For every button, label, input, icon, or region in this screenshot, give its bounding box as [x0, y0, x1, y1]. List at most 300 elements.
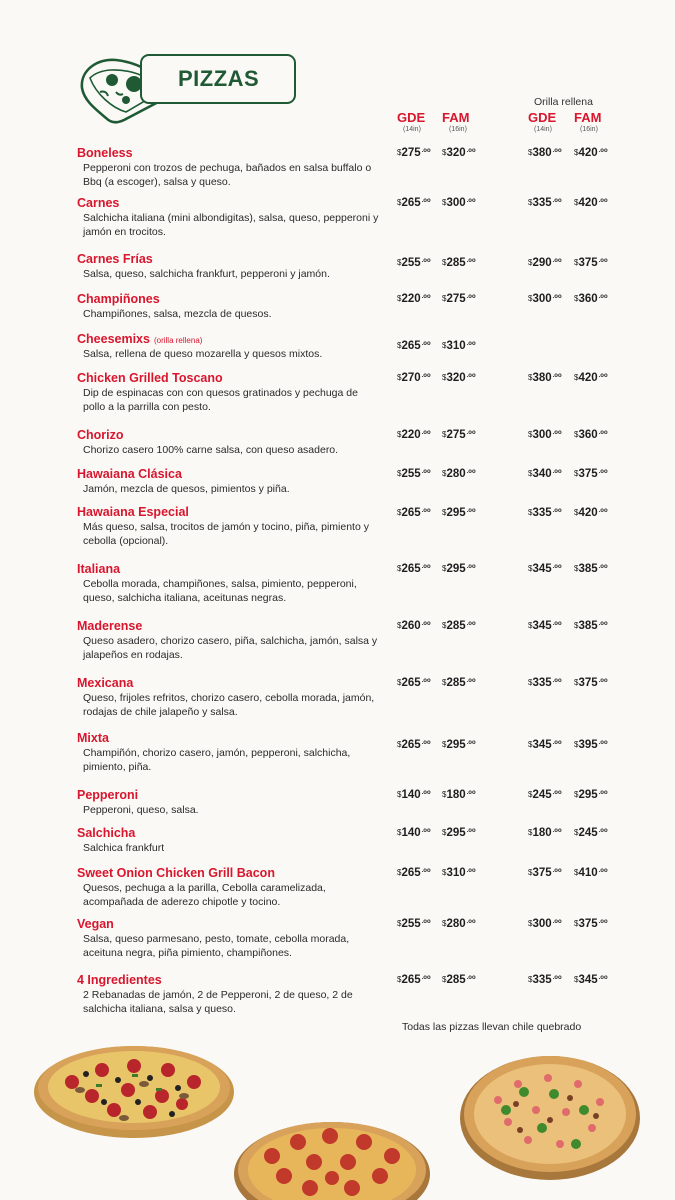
menu-item-name-text: 4 Ingredientes	[77, 973, 162, 987]
menu-item-price	[442, 827, 476, 839]
menu-item-name	[77, 619, 142, 633]
price-cents: .oo	[466, 868, 476, 874]
currency-symbol: $	[528, 678, 533, 687]
menu-item-name	[77, 196, 119, 210]
menu-item-name-text: Hawaiana Clásica	[77, 467, 182, 481]
menu-item-description: Champiñón, chorizo casero, jamón, pepperoni, salchicha, pimiento, piña.	[83, 747, 351, 773]
currency-symbol: $	[397, 828, 402, 837]
pizza-image-mexicana	[458, 1052, 642, 1182]
price-value: 265	[401, 340, 421, 352]
menu-item-name	[77, 428, 124, 442]
menu-item-description: Más queso, salsa, trocitos de jamón y tocino, piña, pimiento y cebolla (opcional).	[83, 521, 369, 547]
menu-item-price	[574, 293, 608, 305]
menu-item-name-text: Boneless	[77, 146, 133, 160]
currency-symbol: $	[574, 469, 579, 478]
price-value: 300	[532, 293, 552, 305]
price-value: 280	[446, 918, 466, 930]
menu-item-description: Salsa, rellena de queso mozarella y quesos mixtos.	[83, 348, 323, 360]
price-value: 420	[578, 197, 598, 209]
price-value: 340	[532, 468, 552, 480]
price-value: 265	[401, 867, 421, 879]
menu-item-price	[397, 340, 431, 352]
menu-item-description: Queso, frijoles refritos, chorizo casero, cebolla morada, jamón, rodajas de chile jalapeño y salsa.	[83, 692, 375, 718]
menu-item-price	[574, 677, 608, 689]
price-cents: .oo	[421, 148, 431, 154]
price-value: 255	[401, 468, 421, 480]
price-value: 220	[401, 429, 421, 441]
price-cents: .oo	[598, 678, 608, 684]
price-value: 285	[446, 620, 466, 632]
price-value: 275	[446, 429, 466, 441]
price-value: 320	[446, 147, 466, 159]
currency-symbol: $	[397, 564, 402, 573]
menu-item-price	[574, 620, 608, 632]
price-cents: .oo	[421, 258, 431, 264]
currency-symbol: $	[574, 868, 579, 877]
footnote: Todas las pizzas llevan chile quebrado	[402, 1021, 582, 1033]
col-fam-orilla-header: FAM	[574, 110, 602, 125]
menu-item-price	[442, 468, 476, 480]
price-cents: .oo	[552, 621, 562, 627]
currency-symbol: $	[574, 198, 579, 207]
col-fam-orilla-size: (16in)	[580, 126, 598, 133]
menu-item-price	[528, 197, 562, 209]
price-value: 310	[446, 340, 466, 352]
price-value: 285	[446, 974, 466, 986]
menu-item-price	[528, 293, 562, 305]
price-cents: .oo	[552, 740, 562, 746]
menu-item-description: Champiñones, salsa, mezcla de quesos.	[83, 308, 272, 320]
menu-item-name	[77, 562, 120, 576]
menu-item-name-text: Pepperoni	[77, 788, 139, 802]
price-cents: .oo	[552, 868, 562, 874]
currency-symbol: $	[442, 430, 447, 439]
price-value: 220	[401, 293, 421, 305]
menu-item-description: Jamón, mezcla de quesos, pimientos y piña.	[83, 483, 290, 495]
currency-symbol: $	[442, 198, 447, 207]
currency-symbol: $	[397, 373, 402, 382]
price-cents: .oo	[552, 564, 562, 570]
price-cents: .oo	[552, 294, 562, 300]
menu-item-price	[442, 257, 476, 269]
price-value: 360	[578, 429, 598, 441]
menu-item-price	[574, 372, 608, 384]
menu-item-price	[528, 257, 562, 269]
menu-item-name-text: Cheesemixs	[77, 332, 150, 346]
menu-item-description: Chorizo casero 100% carne salsa, con queso asadero.	[83, 444, 339, 456]
price-cents: .oo	[552, 148, 562, 154]
currency-symbol: $	[528, 975, 533, 984]
price-value: 260	[401, 620, 421, 632]
menu-item-name	[77, 917, 114, 931]
menu-item-price	[397, 429, 431, 441]
price-cents: .oo	[552, 469, 562, 475]
price-cents: .oo	[552, 198, 562, 204]
price-value: 335	[532, 677, 552, 689]
menu-item-description: Queso asadero, chorizo casero, piña, salchicha, jamón, salsa y jalapeños en rodajas.	[83, 635, 378, 661]
currency-symbol: $	[397, 341, 402, 350]
menu-item-name	[77, 676, 133, 690]
currency-symbol: $	[397, 868, 402, 877]
price-cents: .oo	[598, 919, 608, 925]
menu-item-name-text: Champiñones	[77, 292, 160, 306]
menu-item-price	[442, 293, 476, 305]
price-value: 270	[401, 372, 421, 384]
price-value: 285	[446, 257, 466, 269]
price-cents: .oo	[598, 258, 608, 264]
currency-symbol: $	[442, 258, 447, 267]
col-gde-size: (14in)	[403, 126, 421, 133]
menu-item-price	[442, 372, 476, 384]
col-gde-orilla-size: (14in)	[534, 126, 552, 133]
menu-item-name	[77, 973, 162, 987]
currency-symbol: $	[442, 469, 447, 478]
menu-item-price	[528, 974, 562, 986]
price-cents: .oo	[466, 790, 476, 796]
pizza-image-supreme	[32, 1040, 236, 1140]
menu-item-name-text: Salchicha	[77, 826, 136, 840]
price-cents: .oo	[421, 564, 431, 570]
menu-item-name-text: Sweet Onion Chicken Grill Bacon	[77, 866, 275, 880]
menu-item-price	[397, 789, 431, 801]
price-cents: .oo	[466, 148, 476, 154]
col-gde-header: GDE	[397, 110, 426, 125]
menu-item-price	[397, 372, 431, 384]
menu-item-price	[442, 340, 476, 352]
menu-item-price	[397, 197, 431, 209]
menu-item-price	[397, 563, 431, 575]
menu-item-price	[574, 918, 608, 930]
menu-item-name-text: Chicken Grilled Toscano	[77, 371, 223, 385]
price-cents: .oo	[598, 373, 608, 379]
menu-item-price	[397, 507, 431, 519]
menu-item-price	[397, 293, 431, 305]
price-value: 295	[446, 739, 466, 751]
price-value: 255	[401, 257, 421, 269]
pizza-image-pepperoni	[232, 1118, 432, 1200]
col-gde-orilla-header: GDE	[528, 110, 557, 125]
currency-symbol: $	[574, 919, 579, 928]
price-value: 345	[532, 563, 552, 575]
menu-item-note: (orilla rellena)	[153, 336, 203, 345]
menu-item-price	[442, 563, 476, 575]
menu-item-price	[528, 429, 562, 441]
menu-item-price	[442, 620, 476, 632]
price-cents: .oo	[421, 341, 431, 347]
price-cents: .oo	[421, 621, 431, 627]
price-cents: .oo	[421, 294, 431, 300]
price-cents: .oo	[552, 828, 562, 834]
menu-item-price	[397, 620, 431, 632]
menu-item-price	[528, 620, 562, 632]
menu-item-price	[528, 789, 562, 801]
menu-item-price	[442, 197, 476, 209]
price-cents: .oo	[466, 828, 476, 834]
price-cents: .oo	[466, 621, 476, 627]
currency-symbol: $	[442, 790, 447, 799]
price-value: 380	[532, 147, 552, 159]
price-value: 290	[532, 257, 552, 269]
menu-item-price	[442, 507, 476, 519]
currency-symbol: $	[528, 564, 533, 573]
currency-symbol: $	[574, 258, 579, 267]
menu-item-description: Salchicha italiana (mini albondigitas), salsa, queso, pepperoni y jamón en trocitos.	[83, 212, 379, 238]
price-value: 420	[578, 507, 598, 519]
menu-item-name	[77, 252, 153, 266]
menu-item-name	[77, 505, 189, 519]
menu-item-price	[397, 147, 431, 159]
currency-symbol: $	[528, 430, 533, 439]
menu-item-price	[574, 147, 608, 159]
price-cents: .oo	[466, 975, 476, 981]
currency-symbol: $	[528, 868, 533, 877]
price-cents: .oo	[466, 373, 476, 379]
menu-item-price	[442, 739, 476, 751]
menu-item-description: Salchica frankfurt	[83, 842, 165, 854]
menu-item-price	[528, 507, 562, 519]
menu-item-price	[574, 739, 608, 751]
price-value: 360	[578, 293, 598, 305]
currency-symbol: $	[397, 678, 402, 687]
currency-symbol: $	[528, 148, 533, 157]
currency-symbol: $	[574, 975, 579, 984]
menu-item-price	[397, 677, 431, 689]
currency-symbol: $	[574, 678, 579, 687]
price-cents: .oo	[421, 975, 431, 981]
price-value: 310	[446, 867, 466, 879]
currency-symbol: $	[397, 508, 402, 517]
price-cents: .oo	[421, 790, 431, 796]
menu-item-name-text: Hawaiana Especial	[77, 505, 189, 519]
menu-item-name	[77, 292, 160, 306]
menu-item-price	[574, 789, 608, 801]
currency-symbol: $	[574, 828, 579, 837]
menu-item-name-text: Vegan	[77, 917, 114, 931]
currency-symbol: $	[397, 430, 402, 439]
price-value: 265	[401, 739, 421, 751]
price-value: 335	[532, 507, 552, 519]
menu-item-price	[442, 789, 476, 801]
currency-symbol: $	[528, 621, 533, 630]
price-value: 275	[401, 147, 421, 159]
price-cents: .oo	[598, 564, 608, 570]
currency-symbol: $	[528, 790, 533, 799]
menu-item-name	[77, 146, 133, 160]
currency-symbol: $	[442, 294, 447, 303]
menu-item-name-text: Italiana	[77, 562, 121, 576]
price-cents: .oo	[552, 430, 562, 436]
currency-symbol: $	[528, 294, 533, 303]
currency-symbol: $	[574, 621, 579, 630]
menu-item-name-text: Mexicana	[77, 676, 134, 690]
currency-symbol: $	[528, 740, 533, 749]
currency-symbol: $	[574, 294, 579, 303]
currency-symbol: $	[397, 198, 402, 207]
menu-item-price	[528, 918, 562, 930]
menu-item-name	[77, 731, 109, 745]
price-value: 380	[532, 372, 552, 384]
currency-symbol: $	[442, 740, 447, 749]
menu-item-price	[442, 867, 476, 879]
price-value: 180	[532, 827, 552, 839]
currency-symbol: $	[442, 373, 447, 382]
price-value: 375	[578, 918, 598, 930]
menu-item-description: Pepperoni, queso, salsa.	[83, 804, 199, 816]
price-cents: .oo	[598, 294, 608, 300]
price-value: 375	[578, 468, 598, 480]
currency-symbol: $	[442, 678, 447, 687]
menu-item-price	[574, 974, 608, 986]
price-cents: .oo	[552, 790, 562, 796]
currency-symbol: $	[442, 828, 447, 837]
price-cents: .oo	[598, 508, 608, 514]
price-value: 345	[578, 974, 598, 986]
currency-symbol: $	[442, 148, 447, 157]
menu-item-price	[442, 147, 476, 159]
price-value: 335	[532, 197, 552, 209]
price-value: 410	[578, 867, 598, 879]
currency-symbol: $	[442, 341, 447, 350]
price-value: 375	[532, 867, 552, 879]
currency-symbol: $	[574, 790, 579, 799]
menu-item-price	[397, 867, 431, 879]
currency-symbol: $	[574, 148, 579, 157]
menu-item-price	[528, 827, 562, 839]
currency-symbol: $	[528, 373, 533, 382]
price-value: 385	[578, 563, 598, 575]
price-cents: .oo	[598, 975, 608, 981]
price-cents: .oo	[466, 430, 476, 436]
menu-item-price	[528, 147, 562, 159]
menu-item-price	[442, 429, 476, 441]
price-cents: .oo	[421, 919, 431, 925]
price-cents: .oo	[598, 828, 608, 834]
price-cents: .oo	[466, 564, 476, 570]
currency-symbol: $	[574, 430, 579, 439]
currency-symbol: $	[528, 198, 533, 207]
price-value: 335	[532, 974, 552, 986]
menu-item-price	[574, 468, 608, 480]
menu-item-price	[397, 257, 431, 269]
price-cents: .oo	[466, 508, 476, 514]
price-cents: .oo	[598, 790, 608, 796]
menu-item-price	[397, 974, 431, 986]
menu-item-name	[77, 866, 275, 880]
price-cents: .oo	[598, 430, 608, 436]
price-value: 140	[401, 827, 421, 839]
menu-item-description: Salsa, queso, salchicha frankfurt, pepperoni y jamón.	[83, 268, 330, 280]
currency-symbol: $	[397, 790, 402, 799]
price-cents: .oo	[552, 258, 562, 264]
price-cents: .oo	[552, 975, 562, 981]
price-value: 285	[446, 677, 466, 689]
price-cents: .oo	[598, 198, 608, 204]
price-value: 295	[578, 789, 598, 801]
currency-symbol: $	[397, 294, 402, 303]
menu-item-price	[397, 739, 431, 751]
price-cents: .oo	[552, 919, 562, 925]
currency-symbol: $	[397, 621, 402, 630]
price-value: 345	[532, 739, 552, 751]
menu-item-description: Cebolla morada, champiñones, salsa, pimiento, pepperoni, queso, salchicha italiana, aceitunas negras.	[83, 578, 357, 604]
menu-item-price	[397, 468, 431, 480]
menu-item-price	[528, 867, 562, 879]
currency-symbol: $	[442, 868, 447, 877]
menu-item-name-text: Chorizo	[77, 428, 124, 442]
price-cents: .oo	[421, 373, 431, 379]
currency-symbol: $	[442, 919, 447, 928]
menu-item-name	[77, 332, 202, 346]
price-value: 295	[446, 507, 466, 519]
price-cents: .oo	[466, 258, 476, 264]
price-cents: .oo	[421, 828, 431, 834]
menu-item-description: Dip de espinacas con con quesos gratinados y pechuga de pollo a la parrilla con pesto.	[83, 387, 358, 413]
menu-item-description: Salsa, queso parmesano, pesto, tomate, cebolla morada, aceituna negra, piña pimiento, champiñones.	[83, 933, 350, 959]
price-value: 140	[401, 789, 421, 801]
menu-item-name-text: Carnes	[77, 196, 120, 210]
col-fam-size: (16in)	[449, 126, 467, 133]
price-value: 395	[578, 739, 598, 751]
menu-item-price	[574, 429, 608, 441]
currency-symbol: $	[397, 740, 402, 749]
currency-symbol: $	[442, 564, 447, 573]
price-cents: .oo	[466, 919, 476, 925]
price-value: 420	[578, 372, 598, 384]
price-cents: .oo	[598, 621, 608, 627]
menu-item-name	[77, 371, 223, 385]
price-value: 245	[532, 789, 552, 801]
price-value: 180	[446, 789, 466, 801]
price-cents: .oo	[466, 469, 476, 475]
price-value: 375	[578, 677, 598, 689]
currency-symbol: $	[397, 975, 402, 984]
price-cents: .oo	[466, 341, 476, 347]
menu-item-price	[442, 918, 476, 930]
menu-item-name	[77, 788, 138, 802]
menu-item-name-text: Mixta	[77, 731, 109, 745]
price-value: 375	[578, 257, 598, 269]
price-value: 300	[532, 918, 552, 930]
price-cents: .oo	[466, 294, 476, 300]
currency-symbol: $	[528, 508, 533, 517]
currency-symbol: $	[574, 740, 579, 749]
currency-symbol: $	[574, 564, 579, 573]
menu-item-description: 2 Rebanadas de jamón, 2 de Pepperoni, 2 de queso, 2 de salchicha italiana, salsa y queso.	[83, 989, 353, 1015]
menu-item-name-text: Maderense	[77, 619, 143, 633]
price-cents: .oo	[598, 469, 608, 475]
price-value: 295	[446, 827, 466, 839]
menu-item-price	[442, 677, 476, 689]
menu-item-price	[442, 974, 476, 986]
price-cents: .oo	[466, 740, 476, 746]
col-fam-header: FAM	[442, 110, 470, 125]
menu-item-description: Quesos, pechuga a la parilla, Cebolla caramelizada, acompañada de aderezo chipotle y tocino.	[83, 882, 326, 908]
price-value: 280	[446, 468, 466, 480]
menu-item-price	[528, 468, 562, 480]
currency-symbol: $	[528, 258, 533, 267]
menu-item-price	[574, 197, 608, 209]
menu-item-price	[574, 257, 608, 269]
currency-symbol: $	[442, 508, 447, 517]
menu-item-price	[528, 739, 562, 751]
currency-symbol: $	[528, 828, 533, 837]
menu-item-description: Pepperoni con trozos de pechuga, bañados en salsa buffalo o Bbq (a escoger), salsa y queso.	[83, 162, 372, 188]
currency-symbol: $	[397, 148, 402, 157]
price-value: 320	[446, 372, 466, 384]
menu-item-name	[77, 826, 135, 840]
price-cents: .oo	[598, 148, 608, 154]
menu-item-price	[528, 372, 562, 384]
